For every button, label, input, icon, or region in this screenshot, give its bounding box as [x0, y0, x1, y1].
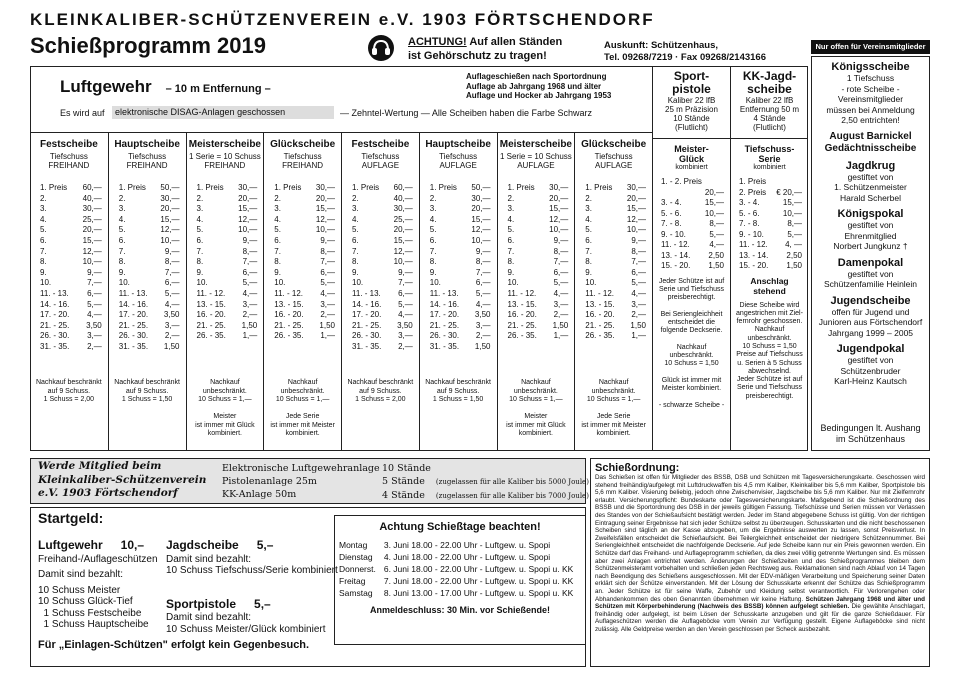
prize-row: 7. 12,—	[40, 246, 102, 256]
trophy-line: Vereinsmitglieder	[837, 94, 904, 104]
prize-row: 6. 10,—	[429, 235, 491, 245]
prize-row: 8. 7,—	[196, 257, 258, 267]
prize-row: 11. - 12. 4,—	[196, 288, 258, 298]
ear-protection-icon	[368, 35, 394, 61]
prize-row: 9. 7,—	[429, 267, 491, 277]
column-sub-1: Tiefschuss	[283, 152, 322, 161]
contact-line-2: Tel. 09268/7219 · Fax 09268/2143166	[604, 52, 766, 63]
registration-close: Anmeldeschluss: 30 Min. vor Schießende!	[369, 605, 551, 615]
schedule-row: Dienstag 4. Juni 18.00 - 22.00 Uhr - Luftgew. u. Spopi	[339, 552, 551, 562]
trophy-line: - rote Scheibe -	[841, 83, 900, 94]
warning-text-2: ist Gehörschutz zu tragen!	[408, 50, 547, 62]
prize-row: 1. Preis 30,—	[196, 183, 258, 192]
prize-row: 13. - 15. 3,—	[585, 299, 646, 309]
rules-text-3: Alle Geldpreise werden an den Verein geschlossen per Scheck ausbezahlt.	[620, 625, 831, 633]
prize-row: 10. 5,—	[585, 278, 646, 288]
prize-row: 2. 30,—	[429, 193, 491, 203]
prize-row: 6. 15,—	[352, 235, 413, 245]
trophy-title: Jugendpokal	[836, 343, 905, 355]
prize-row: 17. - 20. 4,—	[352, 310, 413, 320]
prize-row: 11. - 12. 4,—	[274, 288, 335, 298]
prize-row: 8. 8,—	[429, 257, 491, 267]
prize-row: 7. 9,—	[429, 246, 491, 256]
prize-row: 2. 20,—	[507, 193, 569, 203]
prize-row: 7. 8,—	[507, 246, 569, 256]
trophy-line: Harald Scherbel	[840, 192, 901, 203]
sportpistole-subtitle: Meister- Glück	[674, 144, 709, 164]
column-sub-2: AUFLAGE	[439, 161, 477, 170]
prize-row: 8. 10,—	[352, 257, 413, 267]
column-footer: Nachkauf beschränkt auf 9 Schuss. 1 Schuss = 1,50	[425, 379, 491, 403]
column-title: Glückscheibe	[270, 139, 336, 150]
prize-row: 1. Preis	[739, 177, 767, 186]
prize-row: 26. - 35. 1,—	[196, 331, 258, 341]
prize-row: 15. - 20. 1,50	[661, 261, 724, 270]
prize-row: 5. 10,—	[507, 225, 569, 235]
jagd-items: 10 Schuss Tiefschuss/Serie kombiniert	[166, 565, 338, 576]
sp-label: Sportpistole	[166, 596, 237, 611]
prize-row: 5. 10,—	[274, 225, 335, 235]
trophy-line: Karl-Heinz Kautsch	[834, 376, 907, 386]
prize-row: 6. 10,—	[118, 235, 180, 245]
prize-row: 17. - 20. 3,50	[118, 310, 180, 320]
prize-row: 11. - 13. 5,—	[429, 288, 491, 298]
lg-item: 10 Schuss Meister	[38, 584, 121, 596]
prize-row: 4. 25,—	[40, 214, 102, 224]
stance-label: Anschlag stehend	[750, 275, 789, 296]
trophy-title: Damenpokal	[837, 256, 904, 269]
prize-row: 13. - 15. 3,—	[274, 299, 335, 309]
prize-row: 21. - 25. 3,—	[118, 320, 180, 330]
prize-row: 15. - 20. 1,50	[739, 261, 802, 270]
trophy-line: Schützenbruder	[840, 365, 901, 376]
prize-row: 4. 15,—	[118, 214, 180, 224]
prize-row: 10. 5,—	[196, 278, 258, 288]
prize-row: 9. 7,—	[118, 267, 180, 277]
prize-row: 7. 9,—	[118, 246, 180, 256]
prize-row: 11. - 12. 4,—	[507, 288, 569, 298]
sportpistole-sub: kombiniert	[675, 164, 708, 171]
sportpistole	[652, 66, 730, 451]
column-title: Glückscheibe	[581, 139, 647, 150]
prize-row: 9. - 10. 5,—	[739, 229, 802, 239]
sportpistole-info: Kaliber 22 lfB 25 m Präzision 10 Stände (Flutlicht)	[665, 96, 718, 132]
prize-row: 5. 10,—	[585, 225, 646, 235]
fees-title: Startgeld:	[38, 510, 104, 526]
prize-row: 9. 9,—	[352, 267, 413, 277]
scoring-note: — Zehntel-Wertung — Alle Scheiben haben die Farbe Schwarz	[340, 108, 592, 118]
target-column	[497, 132, 575, 451]
trophy-line: Norbert Jungkunz †	[833, 241, 908, 251]
rules-bold: Schützen Jahrgang 1968 und älter und Schützen mit Körperbehinderung (Nachweis des BSSB) können aufgelegt schießen.	[595, 595, 926, 611]
prize-row: 16. - 20. 2,—	[274, 310, 335, 320]
prize-row: 10. 5,—	[507, 278, 569, 288]
prize-row: 3. 30,—	[40, 204, 102, 214]
prize-list	[119, 183, 180, 353]
prize-row: 26. - 30. 2,—	[118, 331, 180, 341]
prize-row: 11. - 12. 4,—	[585, 288, 646, 298]
prize-row: 14. - 16. 4,—	[429, 299, 491, 309]
facility-2: Pistolenanlage 25m	[222, 476, 317, 487]
prize-row: 2. 20,—	[196, 193, 258, 203]
column-title: Festscheibe	[39, 139, 98, 150]
prize-list	[197, 183, 258, 342]
trophy-title: Jugendscheibe	[830, 294, 911, 307]
contact-line-1: Auskunft: Schützenhaus,	[604, 40, 719, 51]
kk-jagdscheibe	[730, 66, 808, 451]
prize-row: 11. - 13. 6,—	[40, 288, 102, 298]
club-name: KLEINKALIBER-SCHÜTZENVEREIN e.V. 1903 FÖRTSCHENDORF	[30, 10, 655, 29]
lg-item: 1 Schuss Hauptscheibe	[38, 619, 149, 630]
prize-row: 2. 40,—	[40, 193, 102, 203]
prize-row: 1. Preis 50,—	[118, 183, 180, 192]
prize-row: 1. Preis 30,—	[274, 183, 335, 192]
target-column	[108, 132, 186, 451]
trophy-line: Ehrenmitglied	[844, 230, 897, 241]
prize-row: 2. Preis € 20,—	[739, 187, 802, 197]
prize-row: 1. Preis 60,—	[352, 183, 413, 192]
prize-row: 8. 7,—	[274, 257, 335, 267]
column-sub-2: FREIHAND	[126, 161, 168, 170]
trophy-line: 1 Tiefschuss	[846, 73, 895, 83]
prize-row: 10. 7,—	[352, 278, 413, 288]
column-sub-2: FREIHAND	[282, 161, 324, 170]
kk-jagdscheibe-prizes	[739, 177, 802, 272]
schedule-row: Freitag 7. Juni 18.00 - 22.00 Uhr - Luftgew. u. Spopi u. KK	[339, 576, 574, 586]
prize-row: 2. 20,—	[274, 193, 335, 203]
trophy-line: Jahrgang 1999 – 2005	[827, 327, 914, 338]
kk-jagdscheibe-title: KK-Jagd- scheibe	[742, 69, 797, 96]
prize-row: 5. 12,—	[118, 225, 180, 235]
target-column	[186, 132, 264, 451]
prize-row: 8. 10,—	[40, 257, 102, 267]
prize-row: 9. 6,—	[585, 267, 646, 277]
conditions-1: Bedingungen lt. Aushang	[820, 423, 921, 433]
prize-row: 7. 8,—	[585, 246, 646, 256]
rules-line-2: Auflage ab Jahrgang 1968 und älter	[466, 81, 602, 91]
jagd-label: Jagdscheibe	[166, 538, 239, 552]
prize-row: 5. 10,—	[196, 225, 258, 235]
sportpistole-title: Sport- pistole	[672, 69, 711, 96]
prize-row: 3. 15,—	[585, 204, 646, 214]
trophy-line: 2,50 entrichten!	[841, 115, 900, 125]
prize-row: 21. - 25. 3,50	[352, 320, 413, 330]
prize-row: 31. - 35. 1,50	[429, 341, 491, 351]
kk-jagdscheibe-sub: kombiniert	[753, 164, 786, 171]
prize-row: 3. - 4. 15,—	[739, 198, 802, 207]
prize-row: 31. - 35. 2,—	[40, 341, 102, 351]
prize-row: 7. 12,—	[352, 246, 413, 256]
prize-row: 16. - 20. 2,—	[507, 310, 569, 320]
fees-footer: Für „Einlagen-Schützen" erfolgt kein Gegenbesuch.	[38, 639, 310, 651]
column-sub-2: FREIHAND	[48, 161, 90, 170]
prize-row: 3. 15,—	[507, 204, 569, 214]
prize-row: 26. - 35. 1,—	[274, 331, 335, 341]
facility-1: Elektronische Luftgewehranlage	[222, 463, 380, 474]
prize-row: 3. 20,—	[429, 204, 491, 214]
column-sub-2: AUFLAGE	[361, 161, 400, 170]
lg-label: Luftgewehr	[38, 538, 103, 552]
prize-row: 4. 15,—	[429, 214, 491, 224]
rules-line-1: Auflageschießen nach Sportordnung	[466, 72, 607, 81]
prize-row: 21. - 25. 3,50	[40, 320, 102, 330]
prize-row: 14. - 16. 4,—	[118, 299, 180, 309]
system-banner: elektronische DISAG-Anlagen geschossen	[112, 106, 334, 119]
program-title: Schießprogramm 2019	[30, 33, 266, 58]
prize-row: 1. Preis 60,—	[40, 183, 102, 192]
member-line-2: Kleinkaliber-Schützenverein	[38, 473, 207, 486]
facility-1-count: 10 Stände	[382, 463, 431, 474]
column-title: Hauptscheibe	[114, 139, 180, 150]
prize-row: 9. 9,—	[40, 267, 102, 277]
schedule-row: Donnerst. 6. Juni 18.00 - 22.00 Uhr - Luftgew. u. Spopi u. KK	[339, 564, 574, 574]
trophy-line: 1. Schützenmeister	[834, 182, 907, 192]
prize-row: 3. 15,—	[196, 204, 258, 214]
column-title: Festscheibe	[351, 139, 410, 150]
schedule-row: Montag 3. Juni 18.00 - 22.00 Uhr - Luftgew. u. Spopi	[339, 540, 551, 550]
rules-text-2: Die gewählte Anschlagart, freihändig oder aufgelegt, ist beim Lösen der Schusskarte anzugeben und gilt für die ganze Schießdauer. Für Auflageschützen werden die Auflageböcke vom Verein zur Verfügung gestellt. Eigene Auflageböcke sind nicht zulässig.	[595, 603, 926, 633]
members-only-badge: Nur offen für Vereinsmitglieder	[811, 40, 930, 54]
column-sub-1: Tiefschuss	[594, 152, 633, 161]
prize-row: 21. - 25. 1,50	[585, 320, 646, 330]
prize-row: 5. - 6. 10,—	[661, 208, 724, 218]
lg-item: 1 Schuss Festscheibe	[38, 607, 142, 619]
prize-row: 5. 20,—	[40, 225, 102, 235]
column-sub-2: FREIHAND	[204, 161, 246, 170]
prize-row: 6. 15,—	[40, 235, 102, 245]
trophy-title: Jagdkrug	[845, 159, 896, 172]
prize-row: 3. - 4. 15,—	[661, 198, 724, 207]
trophy-line: Schützenfamilie Heinlein	[823, 279, 918, 289]
prize-row: 4. 12,—	[274, 214, 335, 224]
prize-row: 13. - 15. 3,—	[196, 299, 258, 309]
column-footer: Nachkauf unbeschränkt. 10 Schuss = 1,— Meister ist immer mit Glück kombiniert.	[506, 379, 566, 437]
column-footer: Nachkauf beschränkt auf 9 Schuss. 1 Schuss = 2,00	[347, 379, 414, 403]
column-sub-1: Tiefschuss	[361, 152, 400, 161]
prize-row: 3. 15,—	[274, 204, 335, 214]
prize-row: 31. - 35. 2,—	[352, 341, 413, 351]
prize-list	[274, 183, 335, 342]
prize-row: 13. - 14. 2,50	[739, 250, 802, 260]
lg-item: 10 Schuss Glück-Tief	[38, 596, 133, 607]
prize-list	[40, 183, 102, 353]
prize-row: 8. 7,—	[507, 257, 569, 267]
prize-row: 3. 30,—	[352, 204, 413, 214]
sp-paid: Damit sind bezahlt:	[166, 612, 252, 623]
kk-jagdscheibe-subtitle: Tiefschuss- Serie	[744, 144, 795, 164]
target-column	[30, 132, 108, 451]
column-footer: Nachkauf beschränkt auf 9 Schuss. 1 Schuss = 2,00	[35, 379, 102, 403]
prize-row: 5. - 6. 10,—	[739, 208, 802, 218]
kk-jagdscheibe-footer: Diese Scheibe wird angestrichen mit Ziel- fernrohr geschossen. Nachkauf unbeschränkt. 10 Schuss = 1,50 Preise auf Tiefschuss u. Serien à 5 Schuss abwechselnd. Jeder Schütze ist auf Serie und Tiefschuss preisberechtigt.	[736, 301, 803, 400]
prize-row: 4. 12,—	[196, 214, 258, 224]
prize-row: 10. 5,—	[274, 278, 335, 288]
prize-row: 10. 7,—	[40, 278, 102, 288]
prize-row: 1. Preis 30,—	[585, 183, 646, 192]
prize-row: 11. - 13. 5,—	[118, 288, 180, 298]
facility-3: KK-Anlage 50m	[222, 489, 297, 500]
schedule-row: Samstag 8. Juni 13.00 - 17.00 Uhr - Luftgew. u. Spopi u. KK	[339, 588, 574, 598]
column-sub-2: AUFLAGE	[594, 161, 633, 170]
sportpistole-footer: Jeder Schütze ist auf Serie und Tiefschuss preisberechtigt. Bei Seriengleichheit entscheidet die folgende Deckserie. Nachkauf unbeschränkt. 10 Schuss = 1,50 Glück ist immer mit Meister kombiniert. - schwarze Scheibe -	[658, 277, 725, 409]
column-sub-2: AUFLAGE	[517, 161, 555, 170]
column-footer: Nachkauf unbeschränkt. 10 Schuss = 1,— Jede Serie ist immer mit Meister kombiniert.	[270, 379, 335, 437]
member-line-3: e.V. 1903 Förtschendorf	[38, 487, 178, 499]
prize-list	[585, 183, 646, 342]
column-sub-1: 1 Serie = 10 Schuss	[499, 152, 572, 161]
sp-items: 10 Schuss Meister/Glück kombiniert	[166, 623, 326, 635]
prize-row: 13. - 14. 2,50	[661, 250, 724, 260]
trophy-title: August Barnickel Gedächtnisscheibe	[824, 130, 917, 154]
prize-row: 7. - 8. 8,—	[661, 219, 724, 228]
jagd-paid: Damit sind bezahlt:	[166, 553, 252, 565]
trophy-line: Junioren aus Förtschendorf	[818, 317, 923, 327]
prize-row: 21. - 25. 1,50	[507, 320, 569, 330]
column-title: Meisterscheibe	[188, 139, 261, 150]
prize-row: 11. - 12. 4, —	[739, 240, 802, 249]
prize-row: 6. 9,—	[585, 235, 646, 245]
trophy-line: gestiftet von	[847, 171, 894, 182]
schedule-title: Achtung Schießtage beachten!	[379, 521, 541, 533]
prize-row: 10. 6,—	[429, 278, 491, 288]
prize-row: 10. 6,—	[118, 278, 180, 288]
prize-row: 2. 20,—	[585, 193, 646, 203]
prize-row: 11. - 13. 6,—	[352, 288, 413, 298]
prize-row: 26. - 35. 1,—	[585, 331, 646, 341]
target-column	[341, 132, 419, 451]
prize-row: 6. 9,—	[196, 235, 258, 245]
column-sub-1: Tiefschuss	[128, 152, 167, 161]
prize-row: 26. - 35. 1,—	[507, 331, 569, 341]
prize-row: 14. - 16. 5,—	[352, 299, 413, 309]
prize-row: 9. 6,—	[507, 267, 569, 277]
warning-label: ACHTUNG!	[408, 36, 467, 48]
column-footer: Nachkauf beschränkt auf 9 Schuss. 1 Schuss = 1,50	[114, 379, 180, 403]
prize-row: 16. - 20. 2,—	[585, 310, 646, 320]
rules-line-3: Auflage und Hocker ab Jahrgang 1953	[466, 91, 612, 100]
prize-row: 26. - 30. 2,—	[429, 331, 491, 341]
column-title: Hauptscheibe	[425, 139, 491, 150]
prize-row: 9. 6,—	[274, 267, 335, 277]
prize-row: 1. - 2. Preis	[661, 177, 702, 186]
prize-row: 7. - 8. 8,—	[739, 219, 802, 228]
prize-row: 26. - 30. 3,—	[40, 331, 102, 341]
column-sub-1: Tiefschuss	[439, 152, 478, 161]
prize-row: 4. 12,—	[507, 214, 569, 224]
prize-row: 17. - 20. 3,50	[429, 310, 491, 320]
schedule-box	[334, 515, 586, 645]
column-footer: Nachkauf unbeschränkt. 10 Schuss = 1,— Meister ist immer mit Glück kombiniert.	[195, 379, 255, 437]
rules-text: Das Schießen ist offen für Mitglieder des BSSB, DSB und Schützen mit Tagesversicherungskarte. Geschossen wird stehend freihändig/aufgelegt mit Luftdruckwaffen bis 4,5 mm Kaliber, Kleinkaliber bis 5,6 mm Kaliber, Sportpistole bis 5,6 mm Kaliber. Visierung beliebig, jedoch ohne Zwischenvisier, Jagdscheibe bis 5,6 mm Kaliber. Nur mit Zielfernrohr erlaubt. Versicherungspflicht: Bundeskarte oder Tagesversicherungskarte. Maßgebend ist die Schießordnung des BSSB und die Sportordnung des DSB in der jeweils gültigen Fassung. Tiefschüsse und Serien müssen vor Verlassen des Standes von der Schießaufsicht bestätigt werden. Jeder im Stand abgegebene Schuss ist gültig. Von der richtigen Eintragung seiner Ergebnisse hat sich jeder Schütze selbst zu überzeugen. Schusskarten und die nicht beschossenen Scheiben sind täglich an der Kasse abzugeben, um die Ergebnisse auswerten zu lassen, sonst Preisverlust. In Zweifelsfällen entscheidet die Schießaufsicht. Bei Teilergleichheit entscheidet der niedrigere Schützennummer. Bei Seriengleichheit entscheidet die nachfolgende Deckserie. Auf jede Scheibe kann nur ein Preis gewonnen werden. Ein Schütze darf das Freihand- und Auflageprogramm schießen, da dies zwei völlig getrennte Wertungen sind. Es müssen aber zwei Anlagen entrichtet werden. Änderungen der Schießzeiten und des Schießprogrammes bleiben dem Schützenmeisteramt vorbehalten und schließen jeden Rechtsweg aus. Reklamationen sind nach Ablauf von 14 Tagen nach Beendigung des Schießens ausgeschlossen. Mit der EDV-mäßigen Verarbeitung und Speicherung seiner Daten erklärt sich der Schütze einverstanden. Mit der Lösung der Schusskarte erkennt der Schütze das Schießprogramm an. Jeder Schütze ist für seine Waffe, Zubehör und Kleidung selbst verantwortlich. Für Verlorengehen oder Abhandenkommen des oben Genannten übernehmen wir keine Haftung.	[595, 474, 925, 603]
prize-row: 17. - 20. 4,—	[40, 310, 102, 320]
trophy-line: offen für Jugend und	[831, 306, 910, 317]
column-footer: Nachkauf unbeschränkt. 10 Schuss = 1,— Jede Serie ist immer mit Meister kombiniert.	[581, 379, 646, 437]
lg-paid-label: Damit sind bezahlt:	[38, 569, 124, 580]
prize-row: 31. - 35. 1,50	[118, 341, 180, 351]
prize-list	[352, 183, 413, 353]
prize-row: 7. 8,—	[196, 246, 258, 256]
prize-row: 8. 7,—	[585, 257, 646, 267]
facility-3-count: 4 Stände	[382, 490, 425, 501]
prize-row: 26. - 30. 3,—	[352, 331, 413, 341]
prize-row: 9. 6,—	[196, 267, 258, 277]
prize-list	[430, 183, 491, 353]
conditions-2: im Schützenhaus	[835, 434, 906, 444]
shot-with-label: Es wird auf	[60, 108, 105, 118]
target-column	[263, 132, 341, 451]
prize-row: 7. 8,—	[274, 246, 335, 256]
lg-sub: Freihand-/Auflageschützen	[38, 553, 158, 565]
luftgewehr-title: Luftgewehr – 10 m Entfernung –	[60, 77, 271, 96]
trophy-line: müssen bei Anmeldung	[826, 104, 915, 115]
target-column	[574, 132, 652, 451]
sp-price: 5,–	[254, 596, 271, 611]
trophy-title: Königspokal	[837, 208, 904, 220]
trophy-title: Königsscheibe	[831, 61, 910, 73]
prize-row: 21. - 25. 3,—	[429, 320, 491, 330]
prize-row: 11. - 12. 4,—	[661, 240, 724, 249]
member-line-1: Werde Mitglied beim	[38, 460, 162, 472]
jagd-price: 5,–	[256, 538, 274, 552]
prize-row: 14. - 16. 5,—	[40, 299, 102, 309]
column-title: Meisterscheibe	[499, 139, 572, 150]
rules-box	[590, 458, 930, 667]
trophy-line: gestiftet von	[847, 220, 894, 230]
prize-row: 1. Preis 30,—	[507, 183, 569, 192]
sportpistole-prizes	[661, 177, 724, 272]
prize-row: 9. - 10. 5,—	[661, 229, 724, 239]
prize-row: 21. - 25. 1,50	[196, 320, 258, 330]
facility-2-count: 5 Stände	[382, 476, 425, 487]
prize-row: 13. - 15. 3,—	[507, 299, 569, 309]
lg-price: 10,–	[120, 538, 145, 552]
prize-row: 6. 9,—	[274, 235, 335, 245]
trophy-panel	[811, 56, 930, 451]
prize-row: 2. 30,—	[118, 193, 180, 203]
prize-row: 5. 20,—	[352, 225, 413, 235]
prize-row: 8. 8,—	[118, 257, 180, 267]
prize-row: 21. - 25. 1,50	[274, 320, 335, 330]
warning-text-1: Auf allen Ständen	[469, 36, 563, 48]
prize-list	[508, 183, 569, 342]
column-sub-1: 1 Serie = 10 Schuss	[188, 152, 261, 161]
trophy-line: gestiftet von	[847, 355, 894, 365]
prize-row: 3. 20,—	[118, 204, 180, 214]
prize-row: 2. 40,—	[352, 193, 413, 203]
prize-row: 20,—	[704, 187, 724, 197]
target-column	[419, 132, 497, 451]
prize-row: 1. Preis 50,—	[429, 183, 491, 192]
rules-title: Schießordnung:	[595, 462, 680, 474]
prize-row: 5. 12,—	[429, 225, 491, 235]
prize-row: 6. 9,—	[507, 235, 569, 245]
prize-row: 16. - 20. 2,—	[196, 310, 258, 320]
prize-row: 4. 25,—	[352, 214, 413, 224]
prize-row: 4. 12,—	[585, 214, 646, 224]
kk-jagdscheibe-info: Kaliber 22 lfB Entfernung 50 m 4 Stände (Flutlicht)	[739, 96, 800, 132]
trophy-line: gestiftet von	[847, 268, 894, 279]
column-sub-1: Tiefschuss	[49, 152, 88, 161]
